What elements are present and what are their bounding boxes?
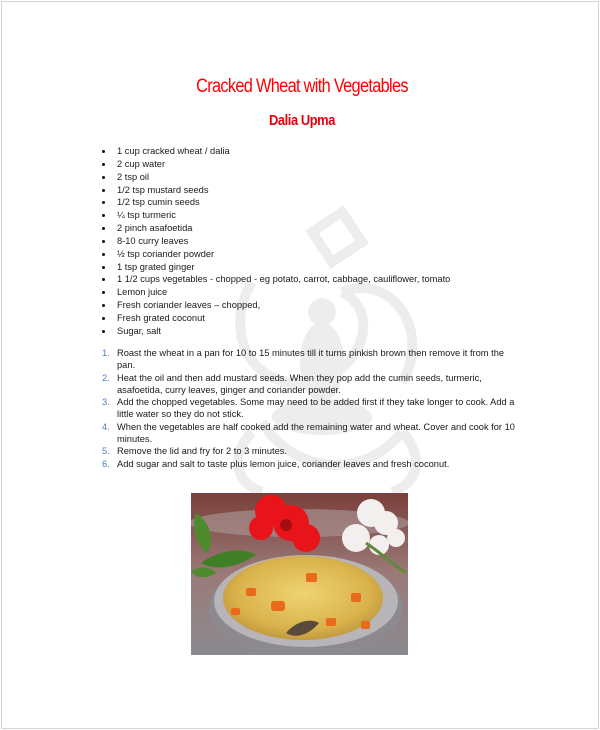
ingredient-item: Fresh grated coconut <box>2 312 450 325</box>
step-item <box>2 372 522 397</box>
bullet-icon <box>102 253 105 256</box>
instruction-steps <box>2 347 522 470</box>
step-text: Heat the oil and then add mustard seeds. When they pop add the cumin seeds, turmeric, asafoetida, curry leaves, ginger and coriander powder. <box>117 372 482 395</box>
bullet-icon <box>102 176 105 179</box>
step-item <box>2 347 522 372</box>
step-text: Remove the lid and fry for 2 to 3 minutes. <box>117 446 288 457</box>
upma-bowl-illustration <box>191 493 408 655</box>
ingredient-item: 1/2 tsp mustard seeds <box>2 184 450 197</box>
ingredient-item: 2 cup water <box>2 158 450 171</box>
bullet-icon <box>102 189 105 192</box>
ingredient-item: ¼ tsp turmeric <box>2 209 450 222</box>
bullet-icon <box>102 330 105 333</box>
step-number: 3. <box>102 397 110 408</box>
step-text: Add the chopped vegetables. Some may need to be added first if they take longer to cook. Add a little water so they do not stick. <box>117 397 515 420</box>
bullet-icon <box>102 227 105 230</box>
ingredient-item: Lemon juice <box>2 286 450 299</box>
bullet-icon <box>102 240 105 243</box>
dish-photo <box>191 493 408 655</box>
step-item <box>2 458 522 470</box>
step-number: 2. <box>102 372 110 383</box>
step-text: When the vegetables are half cooked add the remaining water and wheat. Cover and cook for 10 minutes. <box>117 421 515 445</box>
step-number: 6. <box>102 458 110 469</box>
step-text: Add sugar and salt to taste plus lemon juice, coriander leaves and fresh coconut. <box>117 458 450 469</box>
ingredient-item: 2 pinch asafoetida <box>2 222 450 235</box>
bullet-icon <box>102 266 105 269</box>
recipe-subtitle: Dalia Upma <box>269 112 335 129</box>
step-number: 4. <box>102 421 110 432</box>
ingredient-item: 8-10 curry leaves <box>2 235 450 248</box>
step-number: 1. <box>102 348 110 358</box>
bullet-icon <box>102 304 105 307</box>
ingredient-item: 1/2 tsp cumin seeds <box>2 196 450 209</box>
ingredient-list <box>2 145 450 338</box>
ingredient-item: 1 1/2 cups vegetables - chopped - eg potato, carrot, cabbage, cauliflower, tomato <box>2 273 450 286</box>
ingredient-item: 2 tsp oil <box>2 171 450 184</box>
bullet-icon <box>102 201 105 204</box>
bullet-icon <box>102 150 105 153</box>
step-item <box>2 396 522 421</box>
step-text: Roast the wheat in a pan for 10 to 15 minutes till it turns pinkish brown then remove it from the pan. <box>117 348 505 371</box>
step-item <box>2 445 522 457</box>
bullet-icon <box>102 291 105 294</box>
ingredient-item: 1 tsp grated ginger <box>2 261 450 274</box>
bullet-icon <box>102 214 105 217</box>
step-item <box>2 421 522 446</box>
bullet-icon <box>102 163 105 166</box>
ingredient-item: 1 cup cracked wheat / dalia <box>2 145 450 158</box>
bullet-icon <box>102 317 105 320</box>
ingredient-item: ½ tsp coriander powder <box>2 248 450 261</box>
ingredient-item: Fresh coriander leaves – chopped, <box>2 299 450 312</box>
document-page <box>1 1 599 729</box>
step-number: 5. <box>102 446 110 457</box>
recipe-title: Cracked Wheat with Vegetables <box>196 76 408 97</box>
ingredient-item: Sugar, salt <box>2 325 450 338</box>
bullet-icon <box>102 278 105 281</box>
